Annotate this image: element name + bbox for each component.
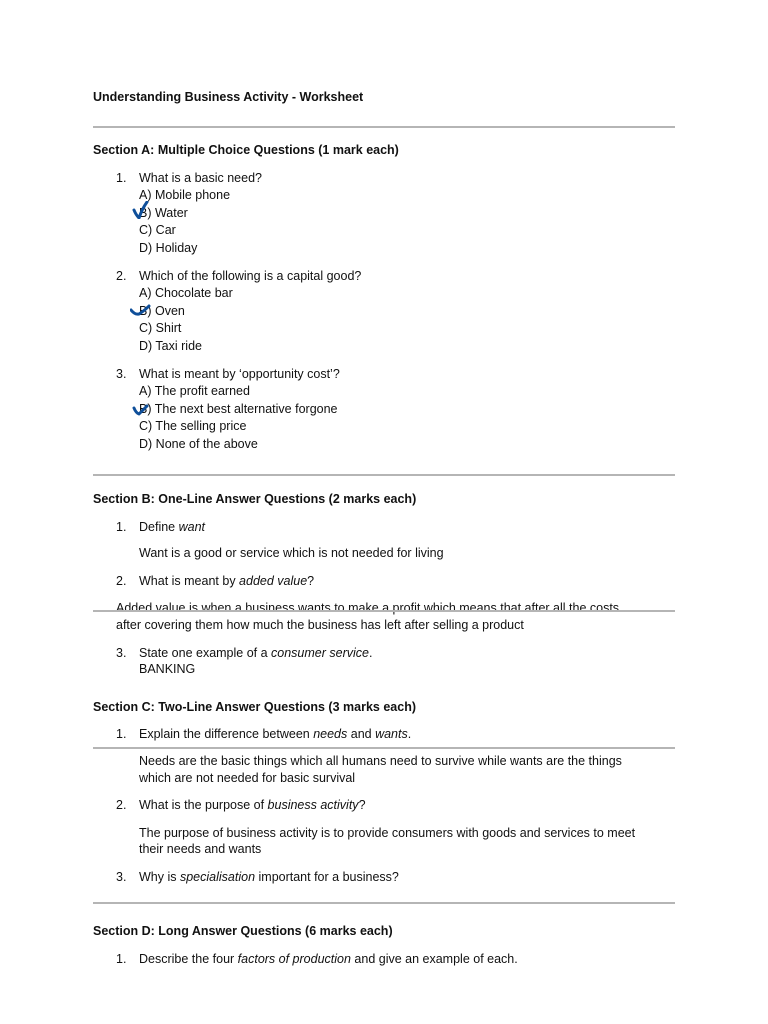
question-text: What is the purpose of business activity? bbox=[139, 798, 366, 812]
question-number: 3. bbox=[116, 870, 127, 884]
option-d: D) Holiday bbox=[139, 241, 198, 255]
checkmark-icon bbox=[131, 201, 155, 219]
italic-term: needs bbox=[313, 727, 348, 741]
italic-term: specialisation bbox=[179, 870, 256, 884]
option-b: B) Water bbox=[139, 206, 188, 220]
divider bbox=[93, 474, 675, 476]
option-c: C) Shirt bbox=[139, 321, 182, 335]
italic-term: want bbox=[178, 520, 206, 534]
question-text: Define want bbox=[139, 520, 206, 534]
answer-text: which are not needed for basic survival bbox=[139, 771, 356, 785]
question-number: 1. bbox=[116, 171, 127, 185]
answer-text: Want is a good or service which is not needed for living bbox=[139, 546, 444, 560]
section-a-heading: Section A: Multiple Choice Questions (1 mark each) bbox=[93, 143, 399, 157]
answer-text: The purpose of business activity is to provide consumers with goods and services to meet bbox=[139, 826, 636, 840]
option-d: D) None of the above bbox=[139, 437, 258, 451]
question-number: 2. bbox=[116, 269, 127, 283]
divider bbox=[93, 902, 675, 904]
question-text: Why is specialisation important for a business? bbox=[139, 870, 399, 884]
divider bbox=[93, 747, 675, 749]
divider bbox=[93, 610, 675, 612]
question-text: Describe the four factors of production and give an example of each. bbox=[139, 952, 518, 966]
question-text: What is meant by ‘opportunity cost’? bbox=[139, 367, 340, 381]
italic-term: factors of production bbox=[237, 952, 351, 966]
answer-text: BANKING bbox=[139, 662, 196, 676]
option-a: A) Chocolate bar bbox=[139, 286, 233, 300]
answer-text: after covering them how much the business has left after selling a product bbox=[116, 618, 524, 632]
checkmark-icon bbox=[130, 302, 154, 320]
question-text: Which of the following is a capital good? bbox=[139, 269, 362, 283]
italic-term: added value bbox=[239, 574, 308, 588]
question-number: 2. bbox=[116, 798, 127, 812]
question-number: 2. bbox=[116, 574, 127, 588]
option-a: A) Mobile phone bbox=[139, 188, 231, 202]
page-title: Understanding Business Activity - Worksheet bbox=[93, 90, 364, 104]
answer-text: Needs are the basic things which all humans need to survive while wants are the things bbox=[139, 754, 622, 768]
option-c: C) Car bbox=[139, 223, 176, 237]
italic-term: consumer service bbox=[271, 646, 369, 660]
divider bbox=[93, 126, 675, 128]
question-number: 1. bbox=[116, 520, 127, 534]
question-number: 1. bbox=[116, 952, 127, 966]
option-a: A) The profit earned bbox=[139, 384, 250, 398]
question-text: Explain the difference between needs and wants. bbox=[139, 727, 412, 741]
option-c: C) The selling price bbox=[139, 419, 247, 433]
question-number: 3. bbox=[116, 646, 127, 660]
answer-text: their needs and wants bbox=[139, 842, 262, 856]
section-d-heading: Section D: Long Answer Questions (6 marks each) bbox=[93, 924, 393, 938]
option-d: D) Taxi ride bbox=[139, 339, 202, 353]
question-text: What is meant by added value? bbox=[139, 574, 315, 588]
section-b-heading: Section B: One-Line Answer Questions (2 marks each) bbox=[93, 492, 417, 506]
section-c-heading: Section C: Two-Line Answer Questions (3 marks each) bbox=[93, 700, 416, 714]
question-text: State one example of a consumer service. bbox=[139, 646, 373, 660]
option-b: B) Oven bbox=[139, 304, 185, 318]
question-number: 3. bbox=[116, 367, 127, 381]
question-number: 1. bbox=[116, 727, 127, 741]
option-b: B) The next best alternative forgone bbox=[139, 402, 338, 416]
italic-term: wants bbox=[375, 727, 408, 741]
answer-text: Added value is when a business wants to make a profit which means that after all the costs bbox=[116, 601, 620, 615]
question-text: What is a basic need? bbox=[139, 171, 262, 185]
checkmark-icon bbox=[131, 401, 155, 419]
italic-term: business activity bbox=[267, 798, 359, 812]
